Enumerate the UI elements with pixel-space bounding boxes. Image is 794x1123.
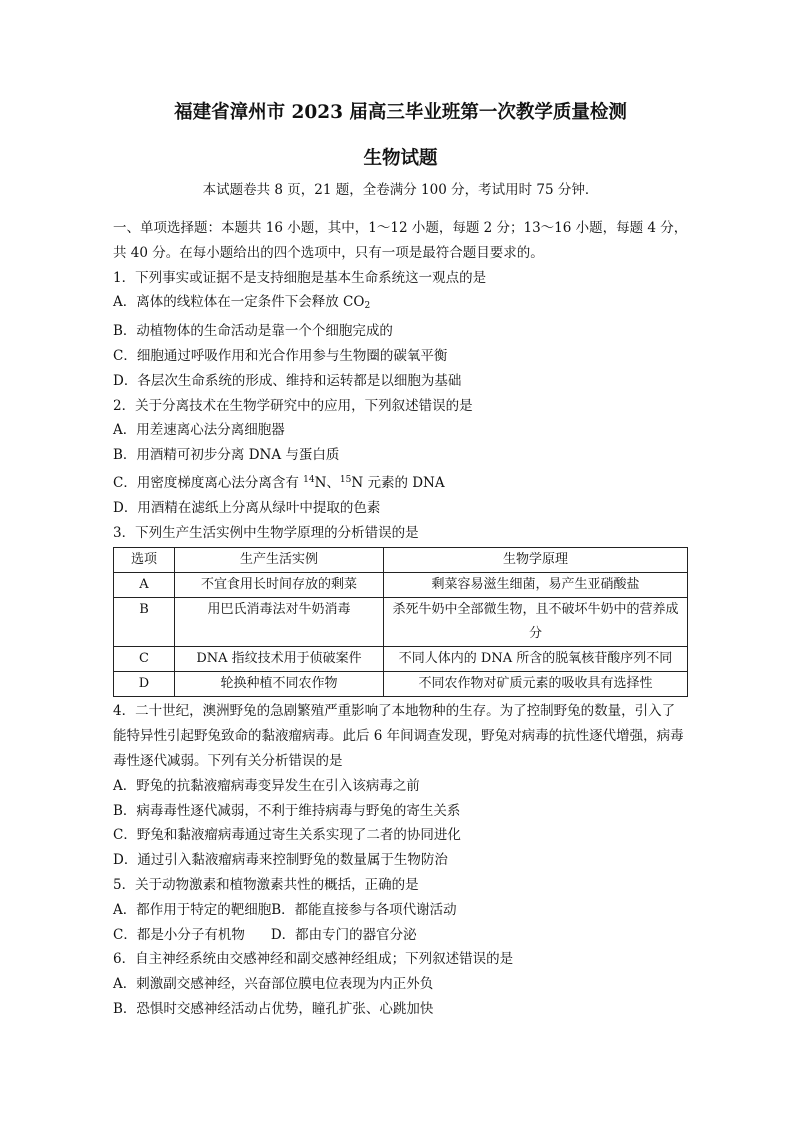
section-header: 一、单项选择题：本题共 16 小题，其中，1～12 小题，每题 2 分；13～16 小题，每题 4 分，共 40 分。在每小题给出的四个选项中，只有一项是最符合题目要求的。 (113, 220, 688, 261)
q2-option-d: D．用酒精在滤纸上分离从绿叶中提取的色素 (113, 499, 381, 516)
table-cell: 杀死牛奶中全部微生物，且不破坏牛奶中的营养成分 (384, 598, 688, 647)
q6-option-a: A．刺激副交感神经，兴奋部位膜电位表现为内正外负 (113, 976, 434, 993)
table-cell: C (114, 647, 175, 672)
table-cell: DNA 指纹技术用于侦破案件 (175, 647, 384, 672)
q4-option-d: D．通过引入黏液瘤病毒来控制野兔的数量属于生物防治 (113, 852, 448, 869)
q5-option-c: C．都是小分子有机物 (113, 926, 245, 943)
q2-stem: 2．关于分离技术在生物学研究中的应用，下列叙述错误的是 (113, 397, 473, 414)
exam-info: 本试题卷共 8 页，21 题，全卷满分 100 分，考试用时 75 分钟． (202, 182, 599, 198)
q1-option-c: C．细胞通过呼吸作用和光合作用参与生物圈的碳氧平衡 (113, 347, 448, 364)
q5-options-cd (113, 923, 688, 948)
q4-option-c: C．野兔和黏液瘤病毒通过寄生关系实现了二者的协同进化 (113, 827, 461, 844)
q2-option-b: B．用酒精可初步分离 DNA 与蛋白质 (113, 447, 340, 464)
table-cell: 不同人体内的 DNA 所含的脱氧核苷酸序列不同 (384, 647, 688, 672)
q1-option-b: B．动植物体的生命活动是靠一个个细胞完成的 (113, 323, 393, 340)
q2-option-c-mid: N、 (314, 474, 340, 491)
q5-option-d: D．都由专门的器官分泌 (270, 926, 417, 943)
q1-option-a-text: A．离体的线粒体在一定条件下会释放 CO (113, 294, 365, 311)
table-cell: 剩菜容易滋生细菌，易产生亚硝酸盐 (384, 573, 688, 598)
q1-option-a (113, 290, 688, 319)
q2-option-c-pre: C．用密度梯度离心法分离含有 (113, 474, 304, 491)
table-cell: B (114, 598, 175, 647)
table-cell: 不宜食用长时间存放的剩菜 (175, 573, 384, 598)
exam-subtitle: 生物试题 (363, 148, 438, 169)
q5-stem: 5．关于动物激素和植物激素共性的概括，正确的是 (113, 876, 419, 893)
q4-option-b: B．病毒毒性逐代减弱，不利于维持病毒与野兔的寄生关系 (113, 802, 461, 819)
q3-stem: 3．下列生产生活实例中生物学原理的分析错误的是 (113, 524, 419, 541)
q2-option-c-sup2: 15 (339, 474, 352, 485)
q3-table-header-row (114, 548, 688, 573)
exam-title: 福建省漳州市 2023 届高三毕业班第一次教学质量检测 (174, 102, 627, 123)
table-cell: 轮换种植不同农作物 (175, 672, 384, 697)
table-row (114, 598, 688, 647)
q6-option-b: B．恐惧时交感神经活动占优势，瞳孔扩张、心跳加快 (113, 1000, 434, 1017)
q2-option-c-sup1: 14 (303, 474, 315, 485)
q3-table-header-example: 生产生活实例 (175, 548, 384, 573)
q1-option-a-subscript: 2 (364, 301, 371, 312)
q5-options-ab (113, 898, 688, 923)
table-row (114, 573, 688, 598)
q2-option-a: A．用差速离心法分离细胞器 (113, 422, 285, 439)
table-cell: 不同农作物对矿质元素的吸收具有选择性 (384, 672, 688, 697)
q4-option-a: A．野兔的抗黏液瘤病毒变异发生在引入该病毒之前 (113, 777, 420, 794)
q5-option-a: A．都作用于特定的靶细胞 (113, 901, 272, 918)
table-cell: D (114, 672, 175, 697)
table-cell: A (114, 573, 175, 598)
q1-stem: 1．下列事实或证据不是支持细胞是基本生命系统这一观点的是 (113, 269, 487, 286)
exam-page (113, 100, 688, 1022)
q5-option-b: B．都能直接参与各项代谢活动 (271, 901, 457, 918)
table-row (114, 647, 688, 672)
q3-table-header-option: 选项 (114, 548, 175, 573)
table-cell: 用巴氏消毒法对牛奶消毒 (175, 598, 384, 647)
q2-option-c-post: N 元素的 DNA (351, 474, 445, 491)
q4-stem: 4．二十世纪，澳洲野兔的急剧繁殖严重影响了本地物种的生存。为了控制野兔的数量，引入了能特异性引起野兔致命的黏液瘤病毒。此后 6 年间调查发现，野兔对病毒的抗性逐代增强，病毒毒性逐代减弱。下列有关分析错误的是 (113, 703, 684, 769)
q3-table-header-principle: 生物学原理 (384, 548, 688, 573)
table-row (114, 672, 688, 697)
q6-stem: 6．自主神经系统由交感神经和副交感神经组成；下列叙述错误的是 (113, 951, 514, 968)
q3-table (113, 547, 688, 697)
q1-option-d: D．各层次生命系统的形成、维持和运转都是以细胞为基础 (113, 372, 462, 389)
q2-option-c (113, 468, 688, 496)
